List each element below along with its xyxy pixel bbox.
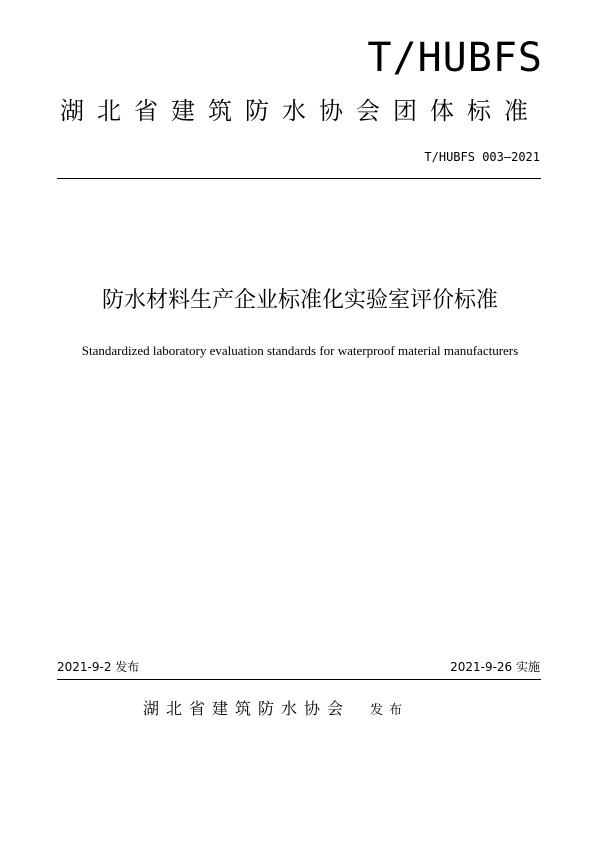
implementation-date: 2021-9-26 实施 xyxy=(450,660,540,674)
standard-code-logo: T/HUBFS xyxy=(367,35,543,81)
standard-number: T/HUBFS 003—2021 xyxy=(424,150,540,164)
top-divider xyxy=(57,178,541,179)
document-title-english: Standardized laboratory evaluation standards for waterproof material manufacturers xyxy=(81,343,519,358)
publisher-line xyxy=(143,696,408,719)
bottom-divider xyxy=(57,679,541,680)
document-title-chinese: 防水材料生产企业标准化实验室评价标准 xyxy=(101,288,498,313)
organization-standard-title: 湖北省建筑防水协会团体标准 xyxy=(60,97,541,125)
issue-date: 2021-9-2 发布 xyxy=(57,660,140,674)
publisher-name: 湖北省建筑防水协会 xyxy=(143,699,351,718)
publish-action-label: 发布 xyxy=(370,703,409,718)
